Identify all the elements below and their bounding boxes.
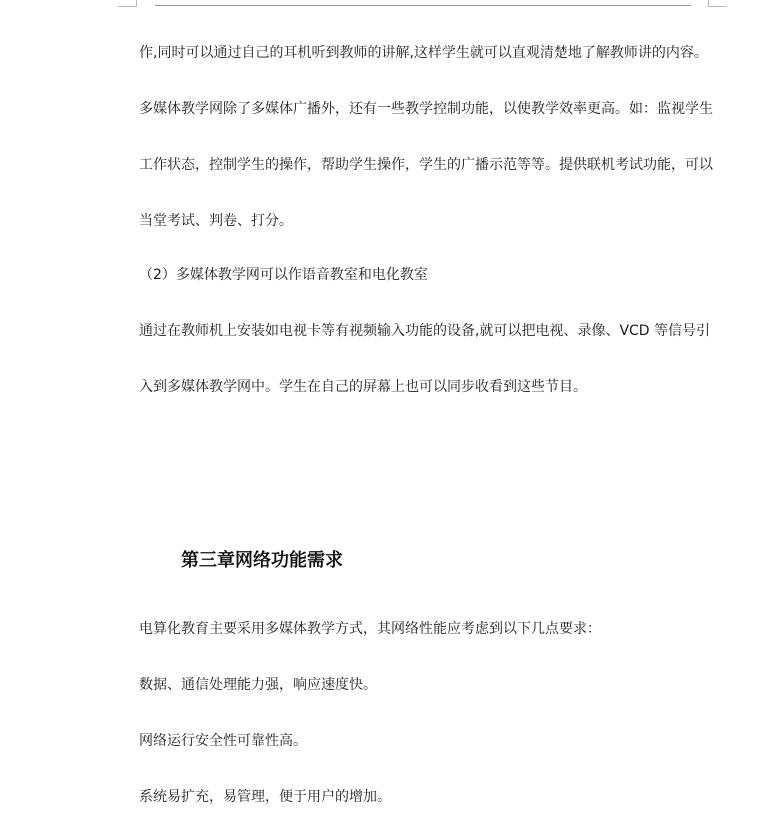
paragraph-line: 多媒体教学网除了多媒体广播外，还有一些教学控制功能，以使教学效率更高。如：监视学生 — [139, 101, 713, 117]
paragraph-line: 数据、通信处理能力强，响应速度快。 — [139, 677, 377, 693]
paragraph-line: 工作状态，控制学生的操作，帮助学生操作，学生的广播示范等等。提供联机考试功能，可以 — [139, 157, 713, 173]
header-rule — [155, 5, 691, 6]
paragraph-line: 电算化教育主要采用多媒体教学方式，其网络性能应考虑到以下几点要求： — [139, 621, 601, 637]
paragraph-line: 通过在教师机上安装如电视卡等有视频输入功能的设备,就可以把电视、录像、VCD 等信号引 — [139, 323, 711, 339]
paragraph-line: 当堂考试、判卷、打分。 — [139, 213, 293, 229]
paragraph-line: 作,同时可以通过自己的耳机听到教师的讲解,这样学生就可以直观清楚地了解教师讲的内容。 — [139, 45, 708, 61]
chapter-heading: 第三章网络功能需求 — [181, 550, 343, 571]
paragraph-line: 入到多媒体教学网中。学生在自己的屏幕上也可以同步收看到这些节目。 — [139, 379, 587, 395]
subsection-heading: （2）多媒体教学网可以作语音教室和电化教室 — [139, 267, 428, 283]
paragraph-line: 网络运行安全性可靠性高。 — [139, 733, 307, 749]
page-corner-mark-right — [708, 0, 727, 7]
page-corner-mark-left — [118, 0, 137, 7]
paragraph-line: 系统易扩充，易管理，便于用户的增加。 — [139, 789, 391, 805]
